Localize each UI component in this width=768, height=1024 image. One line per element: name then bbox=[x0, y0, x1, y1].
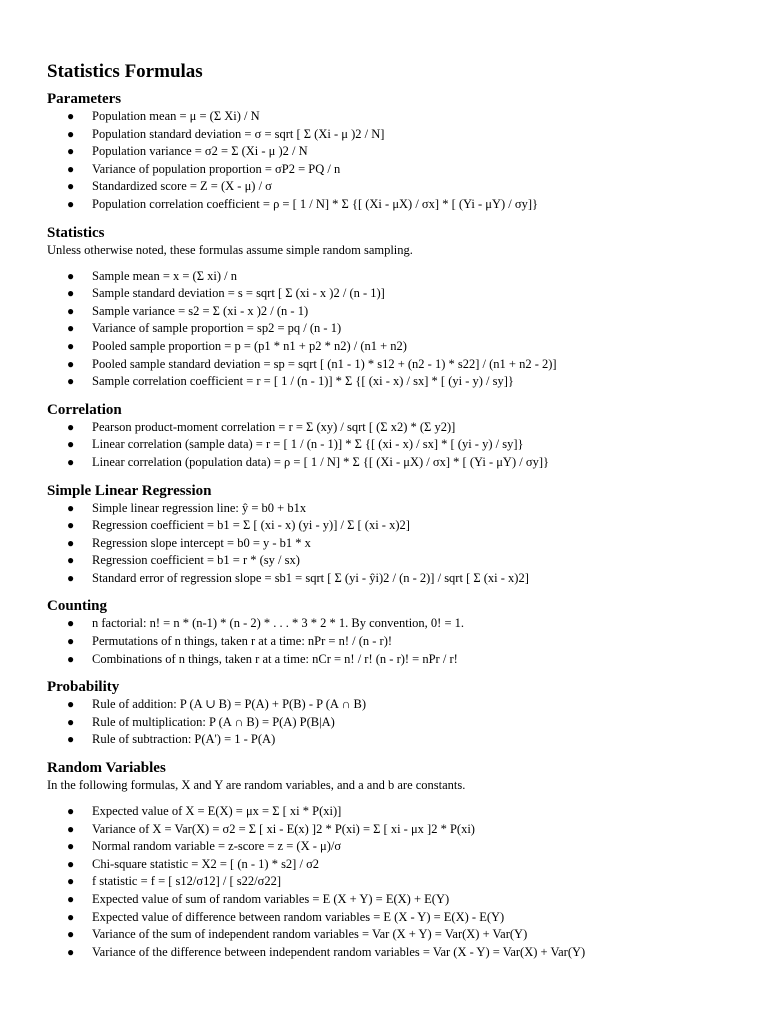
formula-item bbox=[47, 570, 768, 588]
formula-item bbox=[47, 821, 768, 839]
bullet-icon: ● bbox=[67, 570, 75, 585]
formula-text: Regression slope intercept = b0 = y - b1 * x bbox=[92, 535, 311, 550]
formula-item bbox=[47, 161, 768, 179]
formula-item bbox=[47, 436, 768, 454]
bullet-icon: ● bbox=[67, 821, 75, 836]
formula-text: Rule of subtraction: P(A') = 1 - P(A) bbox=[92, 732, 276, 747]
formula-list bbox=[47, 803, 768, 961]
formula-item bbox=[47, 615, 768, 633]
section-heading: Statistics bbox=[47, 224, 105, 241]
bullet-icon: ● bbox=[67, 338, 75, 353]
section-heading: Probability bbox=[47, 679, 120, 696]
formula-item bbox=[47, 633, 768, 651]
formula-item bbox=[47, 419, 768, 437]
formula-text: Sample mean = x = (Σ xi) / n bbox=[92, 268, 237, 283]
formula-item bbox=[47, 108, 768, 126]
bullet-icon: ● bbox=[67, 616, 75, 631]
bullet-icon: ● bbox=[67, 856, 75, 871]
formula-text: Standardized score = Z = (X - μ) / σ bbox=[92, 179, 272, 194]
bullet-icon: ● bbox=[67, 374, 75, 389]
formula-item bbox=[47, 320, 768, 338]
formula-item bbox=[47, 356, 768, 374]
formula-item bbox=[47, 285, 768, 303]
bullet-icon: ● bbox=[67, 874, 75, 889]
bullet-icon: ● bbox=[67, 500, 75, 515]
formula-item bbox=[47, 891, 768, 909]
bullet-icon: ● bbox=[67, 356, 75, 371]
formula-text: f statistic = f = [ s12/σ12] / [ s22/σ22] bbox=[92, 874, 282, 889]
formula-item bbox=[47, 552, 768, 570]
formula-item bbox=[47, 338, 768, 356]
formula-text: Linear correlation (population data) = ρ = [ 1 / N] * Σ {[ (Xi - μX) / σx] * [ (Yi - μY) / σy]} bbox=[92, 454, 549, 469]
formula-list bbox=[47, 696, 768, 749]
bullet-icon: ● bbox=[67, 126, 75, 141]
formula-text: Rule of multiplication: P (A ∩ B) = P(A) P(B|A) bbox=[92, 714, 335, 729]
formula-list bbox=[47, 419, 768, 472]
formula-text: Variance of the sum of independent random variables = Var (X + Y) = Var(X) + Var(Y) bbox=[92, 927, 528, 942]
formula-text: Combinations of n things, taken r at a time: nCr = n! / r! (n - r)! = nPr / r! bbox=[92, 651, 458, 666]
bullet-icon: ● bbox=[67, 697, 75, 712]
section-probability bbox=[47, 678, 768, 749]
formula-text: Standard error of regression slope = sb1 = sqrt [ Σ (yi - ŷi)2 / (n - 2)] / sqrt [ Σ (xi - x)2] bbox=[92, 570, 529, 585]
formula-list bbox=[47, 108, 768, 214]
bullet-icon: ● bbox=[67, 927, 75, 942]
bullet-icon: ● bbox=[67, 303, 75, 318]
formula-text: Rule of addition: P (A ∪ B) = P(A) + P(B) - P (A ∩ B) bbox=[92, 697, 366, 712]
formula-item bbox=[47, 535, 768, 553]
bullet-icon: ● bbox=[67, 321, 75, 336]
bullet-icon: ● bbox=[67, 634, 75, 649]
formula-item bbox=[47, 944, 768, 962]
section-heading: Parameters bbox=[47, 91, 122, 107]
bullet-icon: ● bbox=[67, 268, 75, 283]
bullet-icon: ● bbox=[67, 535, 75, 550]
bullet-icon: ● bbox=[67, 944, 75, 959]
section-heading: Counting bbox=[47, 598, 108, 615]
formula-item bbox=[47, 454, 768, 472]
formula-item bbox=[47, 873, 768, 891]
formula-text: Simple linear regression line: ŷ = b0 + b1x bbox=[92, 500, 307, 515]
bullet-icon: ● bbox=[67, 419, 75, 434]
formula-item bbox=[47, 126, 768, 144]
section-heading: Correlation bbox=[47, 401, 122, 418]
section-random-variables bbox=[47, 759, 768, 961]
formula-text: Sample variance = s2 = Σ (xi - x )2 / (n - 1) bbox=[92, 303, 309, 318]
formula-item bbox=[47, 373, 768, 391]
formula-text: n factorial: n! = n * (n-1) * (n - 2) * . . . * 3 * 2 * 1. By convention, 0! = 1. bbox=[92, 616, 465, 631]
formula-item bbox=[47, 838, 768, 856]
bullet-icon: ● bbox=[67, 651, 75, 666]
formula-text: Chi-square statistic = X2 = [ (n - 1) * s2] / σ2 bbox=[92, 856, 320, 871]
bullet-icon: ● bbox=[67, 553, 75, 568]
section-heading: Simple Linear Regression bbox=[47, 482, 212, 499]
formula-text: Linear correlation (sample data) = r = [ 1 / (n - 1)] * Σ {[ (xi - x) / sx] * [ (yi - y) / sy]} bbox=[92, 437, 524, 452]
formula-item bbox=[47, 926, 768, 944]
formula-item bbox=[47, 856, 768, 874]
bullet-icon: ● bbox=[67, 286, 75, 301]
bullet-icon: ● bbox=[67, 892, 75, 906]
section-statistics bbox=[47, 224, 768, 391]
formula-text: Regression coefficient = b1 = r * (sy / sx) bbox=[92, 553, 300, 568]
formula-text: Population correlation coefficient = ρ = [ 1 / N] * Σ {[ (Xi - μX) / σx] * [ (Yi - μY) / σy]} bbox=[92, 196, 539, 211]
bullet-icon: ● bbox=[67, 144, 75, 159]
formula-item bbox=[47, 143, 768, 161]
formula-text: Expected value of difference between random variables = E (X - Y) = E(X) - E(Y) bbox=[92, 909, 505, 924]
formula-item bbox=[47, 696, 768, 714]
formula-item bbox=[47, 651, 768, 669]
section-heading: Random Variables bbox=[47, 760, 166, 777]
formula-text: Pooled sample proportion = p = (p1 * n1 + p2 * n2) / (n1 + n2) bbox=[92, 338, 407, 353]
formula-text: Population mean = μ = (Σ Xi) / N bbox=[92, 109, 260, 123]
bullet-icon: ● bbox=[67, 109, 75, 123]
formula-text: Expected value of sum of random variables = E (X + Y) = E(X) + E(Y) bbox=[92, 892, 450, 906]
formula-text: Population variance = σ2 = Σ (Xi - μ )2 / N bbox=[92, 144, 308, 159]
formula-text: Variance of sample proportion = sp2 = pq / (n - 1) bbox=[92, 321, 342, 336]
formula-text: Expected value of X = E(X) = μx = Σ [ xi * P(xi)] bbox=[92, 804, 342, 819]
formula-item bbox=[47, 268, 768, 286]
formula-text: Regression coefficient = b1 = Σ [ (xi - x) (yi - y)] / Σ [ (xi - x)2] bbox=[92, 518, 410, 533]
formula-text: Normal random variable = z-score = z = (X - μ)/σ bbox=[92, 839, 342, 854]
bullet-icon: ● bbox=[67, 732, 75, 747]
formula-item bbox=[47, 500, 768, 518]
formula-item bbox=[47, 803, 768, 821]
section-counting bbox=[47, 597, 768, 668]
formula-text: Pooled sample standard deviation = sp = sqrt [ (n1 - 1) * s12 + (n2 - 1) * s22] / (n1 + n2 - 2)] bbox=[92, 356, 557, 371]
formula-text: Pearson product-moment correlation = r = Σ (xy) / sqrt [ (Σ x2) * (Σ y2)] bbox=[92, 419, 456, 434]
formula-text: Sample correlation coefficient = r = [ 1 / (n - 1)] * Σ {[ (xi - x) / sx] * [ (yi - y) / sy]} bbox=[92, 374, 514, 389]
bullet-icon: ● bbox=[67, 714, 75, 729]
formula-list bbox=[47, 500, 768, 588]
formula-item bbox=[47, 909, 768, 927]
bullet-icon: ● bbox=[67, 179, 75, 194]
section-parameters bbox=[47, 90, 768, 214]
bullet-icon: ● bbox=[67, 804, 75, 819]
bullet-icon: ● bbox=[67, 839, 75, 854]
formula-item bbox=[47, 731, 768, 749]
sections-container bbox=[47, 90, 768, 961]
formula-list bbox=[47, 268, 768, 391]
page-title: Statistics Formulas bbox=[47, 61, 203, 82]
formula-text: Variance of the difference between independent random variables = Var (X - Y) = Var(X) + Var(Y) bbox=[92, 944, 586, 959]
section-intro: Unless otherwise noted, these formulas assume simple random sampling. bbox=[47, 242, 413, 257]
bullet-icon: ● bbox=[67, 437, 75, 452]
formula-text: Permutations of n things, taken r at a time: nPr = n! / (n - r)! bbox=[92, 634, 393, 649]
section-intro: In the following formulas, X and Y are random variables, and a and b are constants. bbox=[47, 778, 466, 793]
bullet-icon: ● bbox=[67, 196, 75, 211]
bullet-icon: ● bbox=[67, 161, 75, 176]
formula-item bbox=[47, 196, 768, 214]
formula-list bbox=[47, 615, 768, 668]
formula-item bbox=[47, 178, 768, 196]
bullet-icon: ● bbox=[67, 909, 75, 924]
formula-item bbox=[47, 303, 768, 321]
formula-text: Population standard deviation = σ = sqrt [ Σ (Xi - μ )2 / N] bbox=[92, 126, 385, 141]
formula-text: Variance of X = Var(X) = σ2 = Σ [ xi - E(x) ]2 * P(xi) = Σ [ xi - μx ]2 * P(xi) bbox=[92, 821, 475, 836]
bullet-icon: ● bbox=[67, 454, 75, 469]
section-correlation bbox=[47, 401, 768, 472]
section-simple-linear-regression bbox=[47, 482, 768, 588]
formula-text: Variance of population proportion = σP2 = PQ / n bbox=[92, 161, 341, 176]
formula-text: Sample standard deviation = s = sqrt [ Σ (xi - x )2 / (n - 1)] bbox=[92, 286, 385, 301]
formula-item bbox=[47, 714, 768, 732]
bullet-icon: ● bbox=[67, 518, 75, 533]
formula-item bbox=[47, 517, 768, 535]
